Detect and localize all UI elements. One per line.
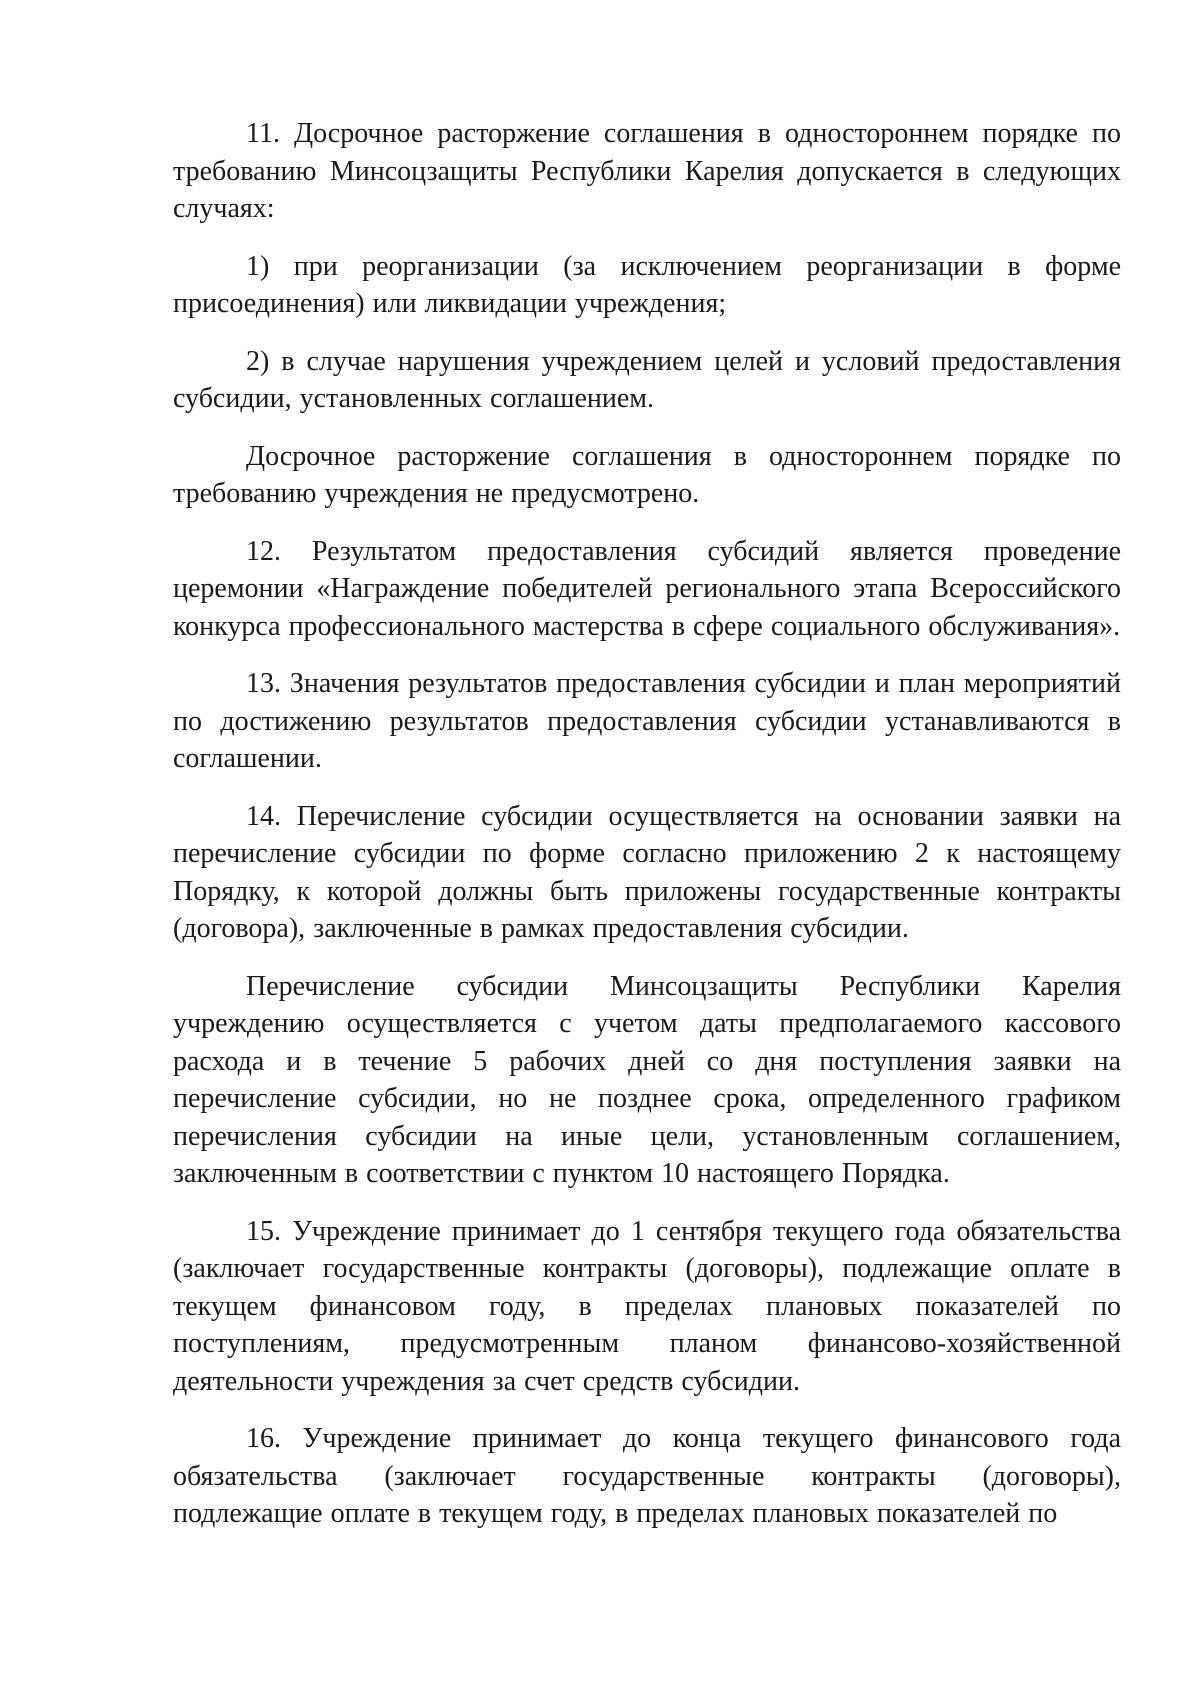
- paragraph-14: 14. Перечисление субсидии осуществляется на основании заявки на перечисление субсидии по форме согласно приложению 2 к настоящему Порядку, к которой должны быть приложены государственные контракты (договора), заключенные в рамках предоставления субсидии.: [173, 800, 1121, 944]
- paragraph-11-note: Досрочное расторжение соглашения в одностороннем порядке по требованию учреждения не предусмотрено.: [173, 440, 1121, 509]
- paragraph-14-continued: Перечисление субсидии Минсоцзащиты Республики Карелия учреждению осуществляется с учетом даты предполагаемого кассового расхода и в течение 5 рабочих дней со дня поступления заявки на перечисление субсидии, но не позднее срока, определенного графиком перечисления субсидии на иные цели, установленным соглашением, заключенным в соответствии с пунктом 10 настоящего Порядка.: [173, 970, 1121, 1189]
- paragraph-11-item-1: 1) при реорганизации (за исключением реорганизации в форме присоединения) или ликвидации учреждения;: [173, 250, 1121, 319]
- paragraph-11: 11. Досрочное расторжение соглашения в одностороннем порядке по требованию Минсоцзащиты Республики Карелия допускается в следующих случаях:: [173, 118, 1121, 224]
- paragraph-16: 16. Учреждение принимает до конца текущего финансового года обязательства (заключает государственные контракты (договоры), подлежащие оплате в текущем году, в пределах плановых показателей по: [173, 1423, 1121, 1529]
- paragraph-11-item-2: 2) в случае нарушения учреждением целей и условий предоставления субсидии, установленных соглашением.: [173, 345, 1121, 414]
- paragraph-15: 15. Учреждение принимает до 1 сентября текущего года обязательства (заключает государственные контракты (договоры), подлежащие оплате в текущем финансовом году, в пределах плановых показателей по поступлениям, предусмотренным планом финансово-хозяйственной деятельности учреждения за счет средств субсидии.: [173, 1215, 1121, 1397]
- paragraph-13: 13. Значения результатов предоставления субсидии и план мероприятий по достижению результатов предоставления субсидии устанавливаются в соглашении.: [173, 668, 1121, 774]
- paragraph-12: 12. Результатом предоставления субсидий является проведение церемонии «Награждение победителей регионального этапа Всероссийского конкурса профессионального мастерства в сфере социального обслуживания».: [173, 535, 1121, 642]
- document-body: [173, 115, 1121, 1553]
